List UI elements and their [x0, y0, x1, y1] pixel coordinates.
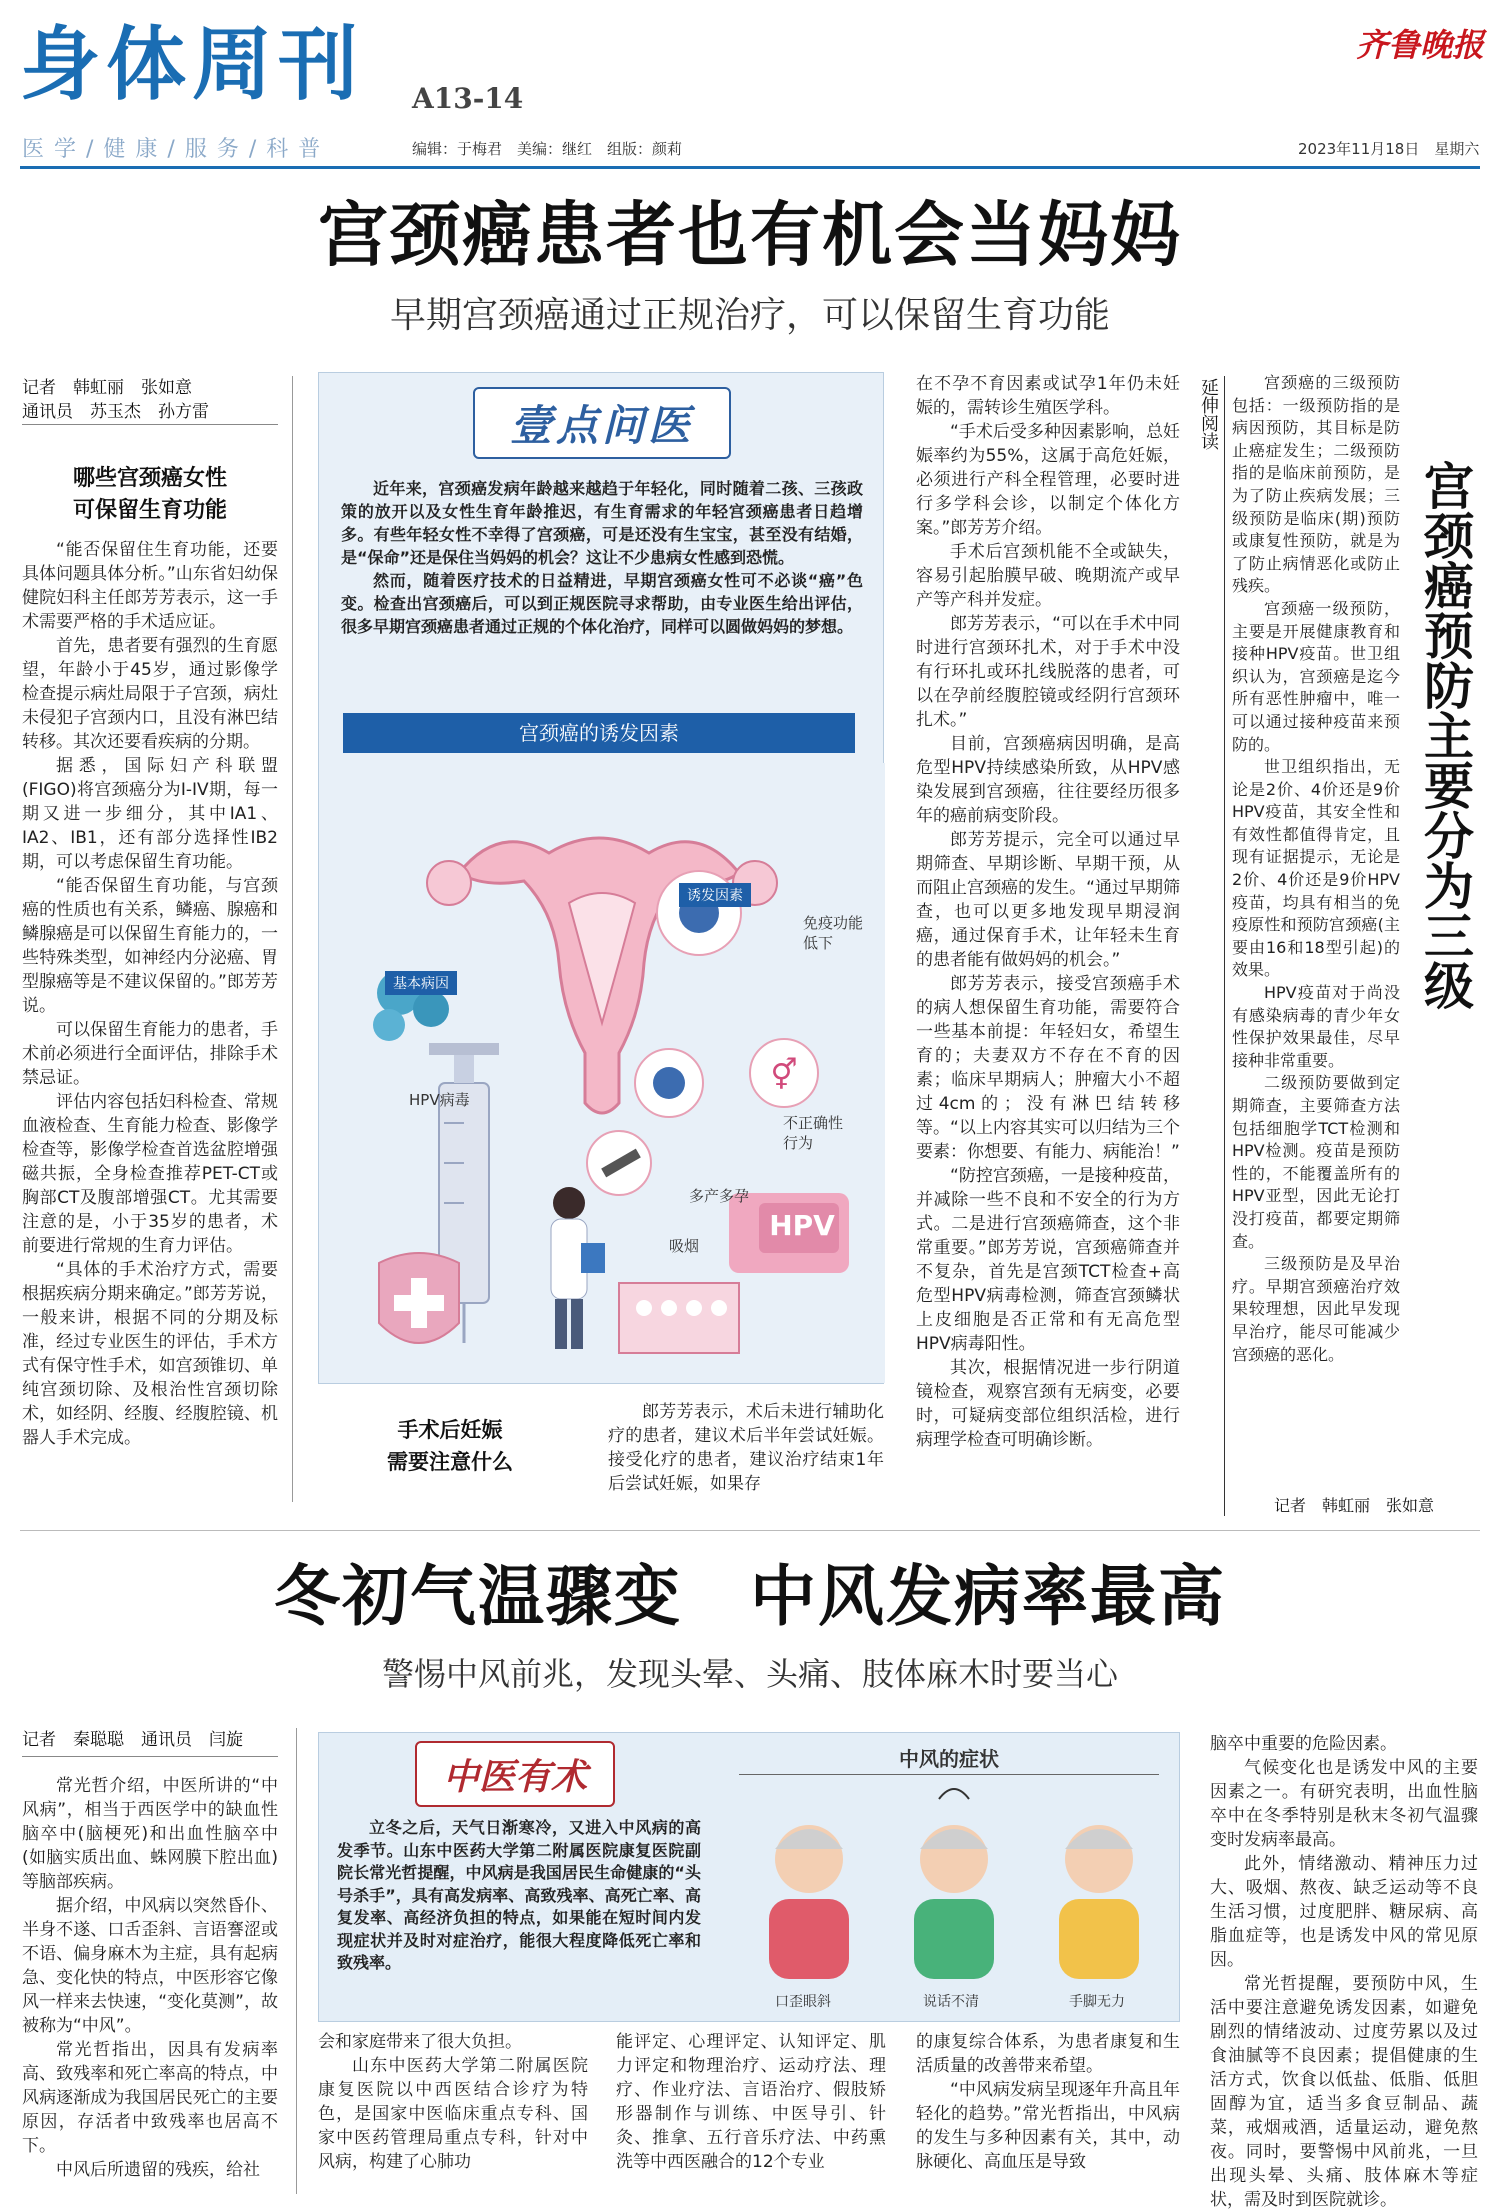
paragraph: 评估内容包括妇科检查、常规血液检查、生育能力检查、影像学检查等，影像学检查首选盆腔增强磁共振，全身检查推荐PET-CT或胸部CT及腹部增强CT。尤其需要注意的是，小于35岁的患者，术前要进行常规的生育力评估。 [22, 1092, 278, 1256]
paragraph: 的康复综合体系，为患者康复和生活质量的改善带来希望。 [916, 2032, 1180, 2076]
fetus-icon [635, 1049, 703, 1117]
paragraph: 此外，情绪激动、精神压力过大、吸烟、熬夜、缺乏运动等不良生活习惯，过度肥胖、糖尿病、高脂血症等，也是诱发中风的常见原因。 [1210, 1854, 1478, 1970]
label-basic-cause: 基本病因 [385, 971, 457, 995]
byline-correspondent: 通讯员 苏玉杰 孙方雷 [22, 402, 209, 422]
paragraph: 脑卒中重要的危险因素。 [1210, 1734, 1397, 1754]
label-inducing-factors: 诱发因素 [679, 883, 751, 907]
paragraph: 常光哲介绍，中医所讲的“中风病”，相当于西医学中的缺血性脑卒中(脑梗死)和出血性脑卒中(如脑实质出血、蛛网膜下腔出血)等脑部疾病。 [22, 1776, 278, 1892]
tcm-panel-logo [415, 1741, 615, 1807]
paragraph: “具体的手术治疗方式，需要根据疾病分期来确定。”郎芳芳说，一般来讲，根据不同的分期及标准，经过专业医生的评估，手术方式有保守性手术，如宫颈锥切、单纯宫颈切除、及根治性宫颈切除术，如经阴、经腹、经腹腔镜、机器人手术完成。 [22, 1260, 278, 1448]
factor-smoking: 吸烟 [669, 1237, 700, 1255]
paragraph: 可以保留生育能力的患者，手术前必须进行全面评估，排除手术禁忌证。 [22, 1020, 278, 1088]
uterus-illustration [319, 763, 885, 1383]
article2-col1 [22, 1774, 278, 2194]
tcm-panel [318, 1732, 1180, 2022]
article1-col2-subhead: 手术后妊娠 需要注意什么 [387, 1417, 513, 1474]
paragraph: 中风后所遗留的残疾，给社 [56, 2160, 260, 2180]
article1-col2 [608, 1400, 884, 1500]
section-title: 身体周刊 [20, 17, 364, 111]
article1-col1 [22, 538, 278, 1502]
newspaper-logo: 齐鲁晚报 [1356, 26, 1485, 64]
page-number: A13-14 [412, 82, 524, 115]
paragraph: 然而，随着医疗技术的日益精进，早期宫颈癌女性可不必谈“癌”色变。检查出宫颈癌后，可以到正规医院寻求帮助，由专业医生给出评估，很多早期宫颈癌患者通过正规的个体化治疗，同样可以圆做妈妈的梦想。 [341, 571, 863, 636]
gender-symbol-icon [750, 1039, 818, 1107]
paragraph: 宫颈癌一级预防，主要是开展健康教育和接种HPV疫苗。世卫组织认为，宫颈癌是迄今所有恶性肿瘤中，唯一可以通过接种疫苗来预防的。 [1232, 598, 1400, 754]
sidebar-label [1196, 378, 1220, 450]
paragraph: 立冬之后，天气日渐寒冷，又进入中风病的高发季节。山东中医药大学第二附属医院康复医院副院长常光哲提醒，中风病是我国居民生命健康的“头号杀手”，具有高发病率、高致残率、高死亡率、高复发率、高经济负担的特点，如果能在短时间内发现症状并及时对症治疗，能很大程度降低死亡率和致残率。 [337, 1818, 701, 1972]
paragraph: “手术后受多种因素影响，总妊娠率约为55%，这属于高危妊娠，必须进行产科全程管理，必要时进行多学科会诊，以制定个体化方案。”郎芳芳介绍。 [916, 422, 1180, 538]
expert-panel [318, 372, 884, 1384]
panel-intro [341, 477, 863, 638]
factor-hpv: HPV病毒 [409, 1091, 470, 1109]
infographic-title [343, 713, 855, 753]
stroke-symptom-illustration [739, 1779, 1169, 1979]
issue-date: 2023年11月18日 星期六 [1298, 140, 1480, 158]
paragraph: 山东中医药大学第二附属医院康复医院以中西医结合诊疗为特色，是国家中医临床重点专科、国家中医药管理局重点专科，针对中风病，构建了心肺功 [318, 2056, 588, 2172]
paragraph: 据悉，国际妇产科联盟(FIGO)将宫颈癌分为I-IV期，每一期又进一步细分，其中IA1、IA2、IB1，还有部分选择性IB2期，可以考虑保留生育功能。 [22, 756, 278, 872]
factor-multiparity: 多产多孕 [689, 1187, 750, 1205]
article2-subheadline: 警惕中风前兆，发现头晕、头痛、肢体麻木时要当心 [381, 1655, 1118, 1693]
article2-byline: 记者 秦聪聪 通讯员 闫旋 [22, 1730, 243, 1750]
paragraph: 能评定、心理评定、认知评定、肌力评定和物理治疗、运动疗法、理疗、作业疗法、言语治疗、假肢矫形器制作与训练、中医导引、针灸、推拿、五行音乐疗法、中药熏洗等中西医融合的12个专业 [616, 2032, 886, 2172]
article2-col4 [916, 2030, 1180, 2194]
paragraph: 郎芳芳表示，“可以在手术中同时进行宫颈环扎术，对于手术中没有行环扎或环扎线脱落的患者，可以在孕前经腹腔镜或经阴行宫颈环扎术。” [916, 614, 1180, 730]
paragraph: 首先，患者要有强烈的生育愿望，年龄小于45岁，通过影像学检查提示病灶局限于子宫颈，病灶未侵犯子宫颈内口，且没有淋巴结转移。其次还要看疾病的分期。 [22, 636, 278, 752]
paragraph: 会和家庭带来了很大负担。 [318, 2032, 522, 2052]
sidebar-byline: 记者 韩虹丽 张如意 [1274, 1496, 1435, 1515]
sidebar-text [1232, 372, 1400, 1484]
elderly-patient-figure [1059, 1825, 1139, 1979]
article1-subheadline: 早期宫颈癌通过正规治疗，可以保留生育功能 [389, 295, 1110, 336]
tcm-panel-intro [337, 1817, 701, 1975]
shield-cross-icon [379, 1253, 459, 1343]
staff-credits: 编辑：于梅君 美编：继红 组版：颜莉 [412, 140, 683, 158]
tcm-panel-logo-text: 中医有术 [442, 1755, 587, 1798]
sidebar-label-text: 延伸阅读 [1198, 378, 1219, 450]
paragraph: 气候变化也是诱发中风的主要因素之一。有研究表明，出血性脑卒中在冬季特别是秋末冬初气温骤变时发病率最高。 [1210, 1758, 1478, 1850]
paragraph: 郎芳芳表示，术后未进行辅助化疗的患者，建议术后半年尝试妊娠。接受化疗的患者，建议治疗结束1年后尝试妊娠，如果存 [608, 1402, 884, 1494]
paragraph: 郎芳芳提示，完全可以通过早期筛查、早期诊断、早期干预，从而阻止宫颈癌的发生。“通过早期筛查，也可以更多地发现早期浸润癌，通过保育手术，让年轻未生育的患者能有做妈妈的机会。” [916, 830, 1180, 970]
paragraph: 其次，根据情况进一步行阴道镜检查，观察宫颈有无病变，必要时，可疑病变部位组织活检，进行病理学检查可明确诊断。 [916, 1358, 1180, 1450]
paragraph: 世卫组织指出，无论是2价、4价还是9价HPV疫苗，其安全性和有效性都值得肯定，且现有证据提示，无论是2价、4价还是9价HPV疫苗，均具有相当的免疫原性和预防宫颈癌(主要由16和18型引起)的效果。 [1232, 757, 1400, 980]
paragraph: “能否保留住生育功能，还要具体问题具体分析。”山东省妇幼保健院妇科主任郎芳芳表示，这一手术需要严格的手术适应证。 [22, 540, 278, 632]
paragraph: 常光哲提醒，要预防中风，生活中要注意避免诱发因素，如避免剧烈的情绪波动、过度劳累以及过食油腻等不良因素；提倡健康的生活方式，饮食以低盐、低脂、低胆固醇为宜，适当多食豆制品、蔬菜，戒烟戒酒，适量运动，避免熬夜。同时，要警惕中风前兆，一旦出现头晕、头痛、肢体麻木等症状，需及时到医院就诊。 [1210, 1974, 1478, 2210]
paragraph: “能否保留生育功能，与宫颈癌的性质也有关系，鳞癌、腺癌和鳞腺癌是可以保留生育能力的，一些特殊类型，如神经内分泌癌、胃型腺癌等是不建议保留的。”郎芳芳说。 [22, 876, 278, 1016]
paragraph: 手术后宫颈机能不全或缺失，容易引起胎膜早破、晚期流产或早产等产科并发症。 [916, 542, 1180, 610]
cigarette-icon [587, 1131, 651, 1195]
paragraph: “中风病发病呈现逐年升高且年轻化的趋势。”常光哲指出，中风病的发生与多种因素有关，其中，动脉硬化、高血压是导致 [916, 2080, 1180, 2172]
svg-text:⚥: ⚥ [770, 1058, 798, 1093]
panel-logo [473, 387, 731, 459]
symptoms-title-text: 中风的症状 [899, 1747, 999, 1771]
article1-col1-subhead: 哪些宫颈癌女性 可保留生育功能 [72, 465, 227, 523]
factor-immune: 免疫功能低下 [803, 914, 864, 952]
symptoms-title [739, 1743, 1159, 1775]
article1-byline [22, 376, 282, 424]
paragraph: 三级预防是及早治疗。早期宫颈癌治疗效果较理想，因此早发现早治疗，能尽可能减少宫颈癌的恶化。 [1232, 1254, 1400, 1364]
article1-headline: 宫颈癌患者也有机会当妈妈 [318, 193, 1182, 276]
byline-reporter: 记者 韩虹丽 张如意 [22, 378, 192, 398]
article1-col3 [916, 372, 1180, 1500]
symptom-speech: 说话不清 [923, 1994, 979, 2010]
paragraph: 目前，宫颈癌病因明确，是高危型HPV持续感染所致，从HPV感染发展到宫颈癌，往往要经历很多年的癌前病变阶段。 [916, 734, 1180, 826]
paragraph: 据介绍，中风病以突然昏仆、半身不遂、口舌歪斜、言语謇涩或不语、偏身麻木为主症，具有起病急、变化快的特点，中医形容它像风一样来去快速，“变化莫测”，故被称为“中风”。 [22, 1896, 278, 2036]
elderly-patient-figure [769, 1825, 849, 1979]
paragraph: 二级预防要做到定期筛查，主要筛查方法包括细胞学TCT检测和HPV检测。疫苗是预防性的，不能覆盖所有的HPV亚型，因此无论打没打疫苗，都要定期筛查。 [1232, 1073, 1400, 1251]
paragraph: 宫颈癌的三级预防包括：一级预防指的是病因预防，其目标是防止癌症发生；二级预防指的是临床前预防，是为了防止疾病发展；三级预防是临床(期)预防或康复性预防，就是为了防止病情恶化或防止残疾。 [1232, 373, 1400, 596]
paragraph: 近年来，宫颈癌发病年龄越来越趋于年轻化，同时随着二孩、三孩政策的放开以及女性生育年龄推迟，有生育需求的年轻宫颈癌患者日趋增多。有些年轻女性不幸得了宫颈癌，可是还没有生宝宝，甚至没有结婚，是“保命”还是保住当妈妈的机会？这让不少患病女性感到恐慌。 [341, 479, 863, 567]
paragraph: HPV疫苗对于尚没有感染病毒的青少年女性保护效果最佳，尽早接种非常重要。 [1232, 983, 1400, 1070]
masthead [0, 0, 1500, 170]
article2-headline: 冬初气温骤变 中风发病率最高 [274, 1557, 1226, 1635]
article2-col5 [1210, 1732, 1478, 2210]
sidebar-headline-text: 宫颈癌预防主要分为三级 [1416, 460, 1475, 1010]
paragraph: 常光哲指出，因具有发病率高、致残率和死亡率高的特点，中风病逐渐成为我国居民死亡的主要原因，存活者中致残率也居高不下。 [22, 2040, 278, 2156]
paragraph: 郎芳芳表示，接受宫颈癌手术的病人想保留生育功能，需要符合一些基本前提：年轻妇女，希望生育的；夫妻双方不存在不育的因素；临床早期病人；肿瘤大小不超过4cm的；没有淋巴结转移等。“以上内容其实可以归结为三个要素：你想要、有能力、病能治！” [916, 974, 1180, 1162]
infographic-title-text: 宫颈癌的诱发因素 [519, 721, 679, 745]
article2-col2 [318, 2030, 588, 2194]
paragraph: 在不孕不育因素或试孕1年仍未妊娠的，需转诊生殖医学科。 [916, 374, 1180, 418]
hpv-badge: HPV [769, 1209, 835, 1242]
article2-col3 [616, 2030, 886, 2194]
paragraph: “防控宫颈癌，一是接种疫苗，并减除一些不良和不安全的行为方式。二是进行宫颈癌筛查，这个非常重要。”郎芳芳说，宫颈癌筛查并不复杂，首先是宫颈TCT检查+高危型HPV病毒检测，筛查宫颈鳞状上皮细胞是否正常和有无高危型HPV病毒阳性。 [916, 1166, 1180, 1354]
elderly-patient-figure [914, 1789, 994, 1979]
tagline: 医学/健康/服务/科普 [22, 137, 331, 162]
sidebar-headline [1408, 460, 1474, 1010]
symptom-face: 口歪眼斜 [775, 1994, 831, 2010]
panel-logo-text: 壹点问医 [509, 401, 694, 450]
factor-sexual-behavior: 不正确性行为 [783, 1114, 844, 1152]
symptom-limbs: 手脚无力 [1069, 1994, 1125, 2010]
